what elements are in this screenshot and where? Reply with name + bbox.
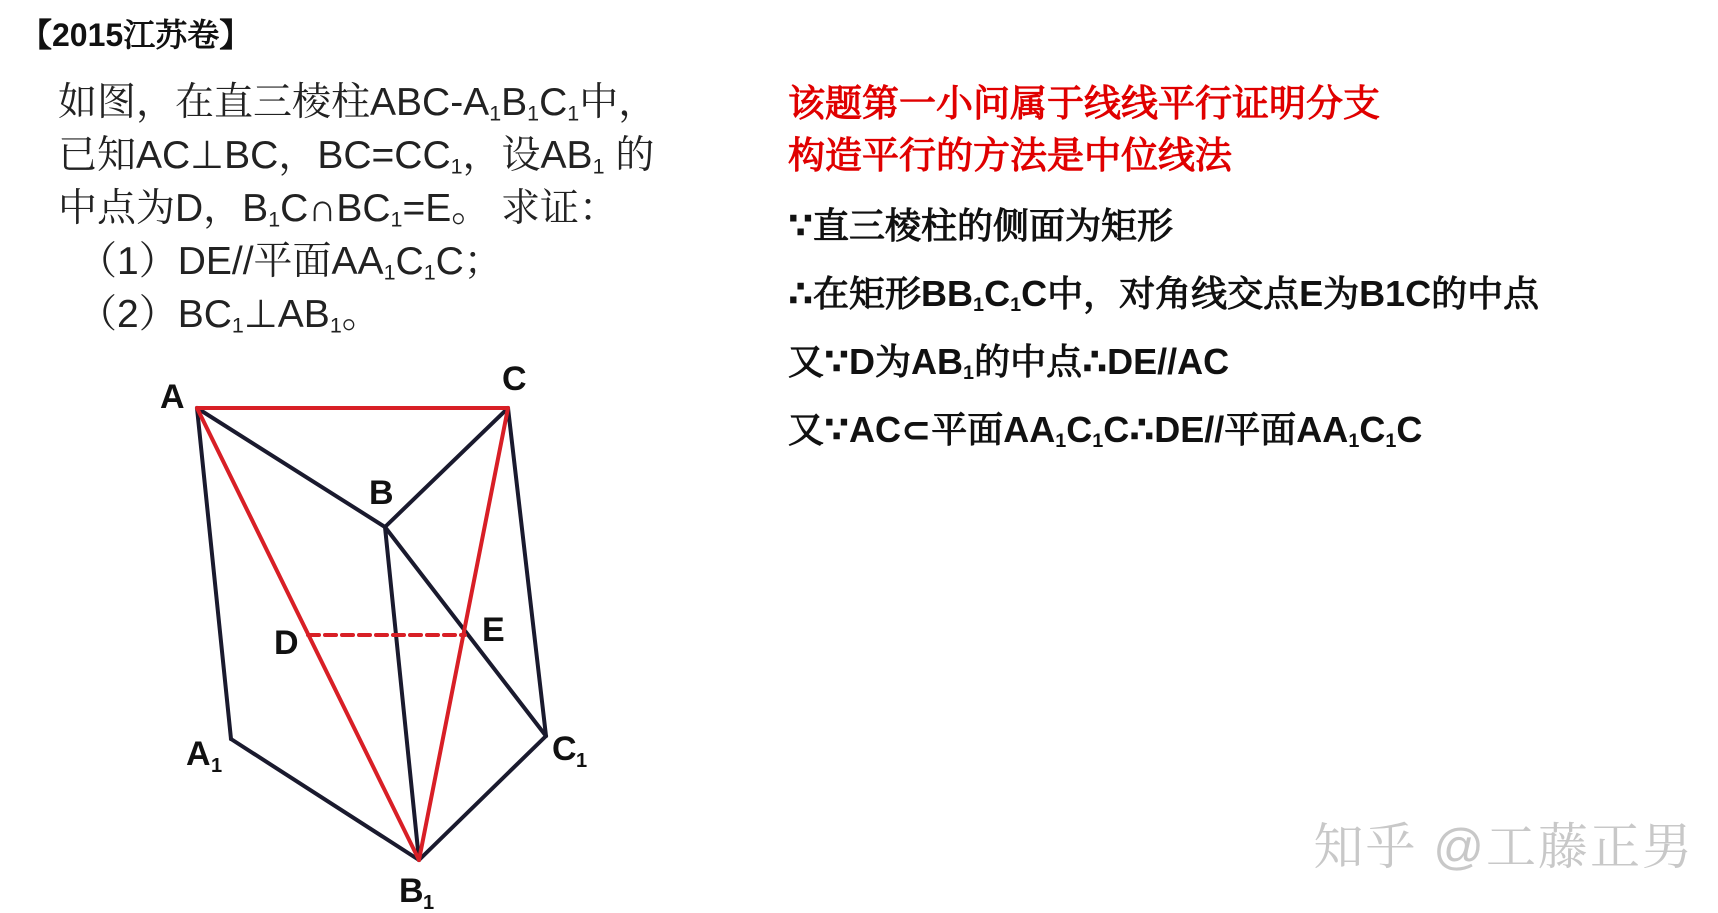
problem-line-3: 中点为D，$B_1C\cap BC_1=E$。 求证：	[58, 187, 619, 232]
label-a1-sub: 1	[211, 755, 223, 777]
label-b: B	[369, 474, 394, 512]
source-tag: 【2015江苏卷】	[20, 17, 252, 53]
analysis-line-1: 该题第一小问属于线线平行证明分支	[788, 83, 1380, 124]
edge-a-a1	[197, 408, 231, 739]
watermark: 知乎 @工藤正男	[1313, 819, 1694, 875]
label-a: A	[160, 378, 185, 416]
label-c1: C	[552, 730, 577, 768]
label-c: C	[502, 360, 527, 398]
edge-b-b1	[385, 527, 419, 860]
label-b1-sub: 1	[423, 892, 435, 913]
problem-line-2: 已知AC⊥BC，$BC=CC_1$，设$AB_1$ 的	[58, 134, 655, 179]
red-edges	[197, 408, 508, 860]
label-d: D	[274, 624, 299, 662]
proof-step-3: 又∵D为$AB_1$的中点∴DE//AC	[788, 341, 1230, 384]
analysis-line-2: 构造平行的方法是中位线法	[788, 135, 1232, 176]
label-e: E	[482, 611, 505, 649]
label-b1: B	[399, 872, 424, 910]
problem-part-2: $(2)BC_1\perp AB_1$。	[78, 293, 381, 338]
proof-step-2: ∴在矩形$BB_1C_1C$中，对角线交点E为B1C的中点	[788, 273, 1540, 316]
problem-part-1: （1）DE//平面$AA_1C_1C$；	[78, 240, 503, 285]
proof-step-4: 又∵AC⊂平面$AA_1C_1C\therefore DE//$平面$AA_1C_1C$	[788, 409, 1423, 452]
label-c1-sub: 1	[576, 750, 588, 772]
proof-step-1: ∵直三棱柱的侧面为矩形	[788, 205, 1174, 246]
edge-c-c1	[508, 408, 546, 736]
label-a1: A	[186, 735, 211, 773]
problem-line-1: 如图，在直三棱柱ABC-$A_1B_1C_1$中，	[58, 81, 658, 126]
